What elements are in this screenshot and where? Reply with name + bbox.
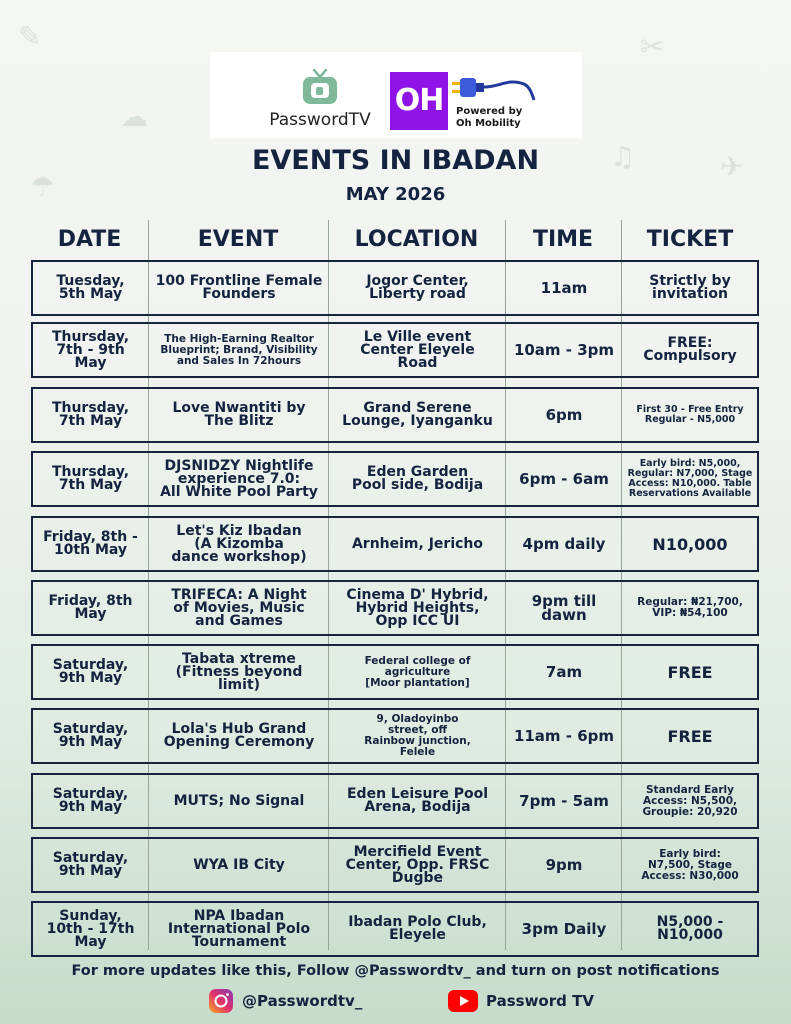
- cell-event: Love Nwantiti by The Blitz: [172, 400, 306, 429]
- column-header-time: TIME: [532, 227, 594, 252]
- cell-date: Friday, 8th May: [48, 593, 133, 622]
- cell-ticket: FREE: [667, 662, 713, 682]
- cell-date: Friday, 8th - 10th May: [43, 529, 138, 558]
- cell-event: The High-Earning Realtor Blueprint; Brand, Visibility and Sales In 72hours: [160, 332, 318, 367]
- cell-ticket: Early bird: N7,500, Stage Access: N30,000: [641, 847, 739, 882]
- passwordtv-name: PasswordTV: [269, 110, 371, 130]
- table-row: [31, 516, 759, 572]
- cell-time: 9pm: [545, 856, 583, 874]
- cell-date: Tuesday, 5th May: [56, 273, 125, 302]
- table-row: [31, 260, 759, 316]
- cell-ticket: Early bird: N5,000, Regular: N7,000, Stage Access: N10,000. Table Reservations Available: [627, 458, 753, 499]
- cell-time: 6pm - 6am: [519, 470, 609, 488]
- cell-time: 11am - 6pm: [513, 727, 615, 745]
- cell-location: Cinema D' Hybrid, Hybrid Heights, Opp ICC UI: [346, 586, 489, 629]
- cell-time: 6pm: [545, 406, 583, 424]
- column-header-event: EVENT: [197, 227, 279, 252]
- cell-location: Ibadan Polo Club, Eleyele: [348, 914, 487, 943]
- background-doodle-icon: ☂: [30, 170, 56, 203]
- cell-date: Saturday, 9th May: [52, 786, 129, 815]
- background-doodle-icon: ✈: [720, 150, 744, 183]
- cell-ticket: Regular: ₦21,700, VIP: ₦54,100: [637, 596, 743, 619]
- column-header-ticket: TICKET: [646, 227, 734, 252]
- cell-date: Thursday, 7th - 9th May: [51, 328, 130, 371]
- page-title: EVENTS IN IBADAN: [251, 145, 540, 176]
- cell-event: Tabata xtreme (Fitness beyond limit): [175, 650, 303, 693]
- cell-date: Saturday, 9th May: [52, 850, 129, 879]
- instagram-icon: [208, 988, 234, 1014]
- cell-location: Le Ville event Center Eleyele Road: [360, 328, 475, 371]
- passwordtv-logo: [260, 68, 380, 130]
- plug-icon: [452, 74, 536, 104]
- cell-location: 9, Oladoyinbo street, off Rainbow junction, Felele: [364, 713, 471, 758]
- cell-time: 7pm - 5am: [519, 792, 609, 810]
- cell-location: Federal college of agriculture [Moor plantation]: [364, 654, 471, 689]
- youtube-icon: [448, 990, 478, 1012]
- cell-ticket: Standard Early Access: N5,500, Groupie: 20,920: [642, 783, 738, 818]
- column-header-date: DATE: [57, 227, 122, 252]
- background-doodle-icon: ♫: [610, 140, 636, 173]
- background-doodle-icon: ✎: [18, 20, 42, 53]
- cell-event: Lola's Hub Grand Opening Ceremony: [163, 721, 315, 750]
- oh-mobility-caption: [456, 106, 522, 130]
- footer-note: For more updates like this, Follow @Passwordtv_ and turn on post notifications: [71, 963, 720, 979]
- background-doodle-icon: ✂: [640, 30, 664, 63]
- background-doodle-icon: ☁: [120, 100, 148, 133]
- column-header-location: LOCATION: [354, 227, 479, 252]
- instagram-link[interactable]: [208, 986, 362, 1016]
- cell-location: Eden Leisure Pool Arena, Bodija: [346, 786, 488, 815]
- cell-event: WYA IB City: [193, 856, 285, 873]
- cell-date: Thursday, 7th May: [51, 464, 130, 493]
- table-row: [31, 644, 759, 700]
- cell-ticket: FREE: Compulsory: [643, 335, 737, 364]
- cell-ticket: N10,000: [652, 534, 728, 554]
- youtube-link[interactable]: [448, 986, 594, 1016]
- tv-icon: [300, 68, 340, 108]
- cell-time: 3pm Daily: [521, 920, 607, 938]
- cell-ticket: First 30 - Free Entry Regular - N5,000: [636, 404, 744, 425]
- cell-ticket: Strictly by invitation: [649, 273, 731, 302]
- cell-date: Sunday, 10th - 17th May: [46, 907, 135, 950]
- cell-location: Eden Garden Pool side, Bodija: [351, 464, 484, 493]
- cell-time: 10am - 3pm: [513, 341, 615, 359]
- cell-event: TRIFECA: A Night of Movies, Music and Games: [171, 586, 307, 629]
- caption-line: Oh Mobility: [456, 118, 521, 129]
- table-row: [31, 837, 759, 893]
- cell-event: MUTS; No Signal: [173, 792, 305, 809]
- page-subtitle: MAY 2026: [345, 184, 446, 205]
- cell-event: DJSNIDZY Nightlife experience 7.0: All White Pool Party: [160, 457, 318, 500]
- table-row: [31, 901, 759, 957]
- cell-location: Arnheim, Jericho: [351, 535, 484, 552]
- table-row: [31, 580, 759, 636]
- cell-time: 7am: [545, 663, 583, 681]
- cell-event: 100 Frontline Female Founders: [155, 273, 323, 302]
- instagram-handle: @Passwordtv_: [242, 992, 363, 1010]
- cell-event: NPA Ibadan International Polo Tournament: [167, 907, 311, 950]
- table-row: [31, 773, 759, 829]
- cell-location: Grand Serene Lounge, Iyanganku: [342, 400, 493, 429]
- cell-date: Saturday, 9th May: [52, 721, 129, 750]
- cell-event: Let's Kiz Ibadan (A Kizomba dance workshop): [171, 522, 307, 565]
- cell-location: Jogor Center, Liberty road: [366, 273, 469, 302]
- cell-ticket: N5,000 - N10,000: [656, 914, 724, 943]
- table-row: [31, 451, 759, 507]
- table-row: [31, 387, 759, 443]
- cell-date: Saturday, 9th May: [52, 657, 129, 686]
- cell-location: Mercifield Event Center, Opp. FRSC Dugbe: [345, 843, 490, 886]
- oh-mobility-logo: OH: [390, 72, 448, 130]
- table-row: [31, 708, 759, 764]
- cell-ticket: FREE: [667, 726, 713, 746]
- cell-date: Thursday, 7th May: [51, 400, 130, 429]
- cell-time: 11am: [540, 279, 588, 297]
- cell-time: 4pm daily: [522, 535, 606, 553]
- youtube-channel: Password TV: [486, 992, 594, 1010]
- table-row: [31, 322, 759, 378]
- caption-line: Powered by: [456, 106, 523, 117]
- cell-time: 9pm till dawn: [531, 592, 597, 624]
